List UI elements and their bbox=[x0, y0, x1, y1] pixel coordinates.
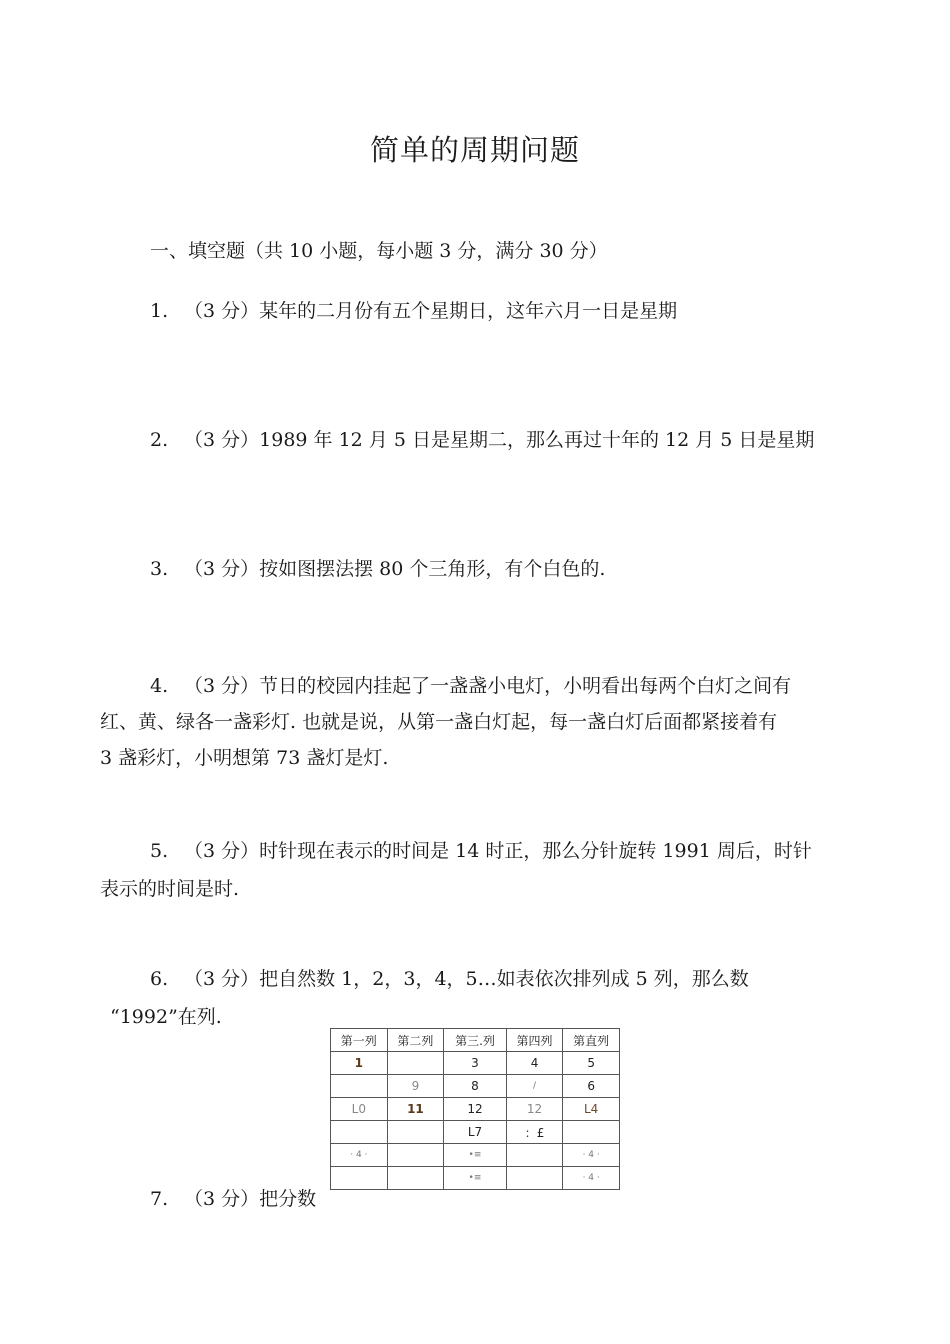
table-cell: 4 bbox=[506, 1052, 563, 1075]
table-cell: •≡ bbox=[444, 1167, 506, 1190]
question-score: （3 分） bbox=[184, 675, 260, 697]
table-cell: 9 bbox=[387, 1075, 444, 1098]
question-number: 2. bbox=[150, 429, 169, 451]
question-3 bbox=[150, 552, 605, 586]
question-2 bbox=[150, 423, 814, 457]
table-cell: 12 bbox=[444, 1098, 506, 1121]
question-text: 把分数 bbox=[259, 1188, 317, 1210]
table-cell: ：£ bbox=[506, 1121, 563, 1144]
table-cell: •≡ bbox=[444, 1144, 506, 1167]
question-score: （3 分） bbox=[184, 840, 260, 862]
table-row bbox=[331, 1144, 620, 1167]
question-number: 1. bbox=[150, 300, 169, 322]
table-cell: 6 bbox=[563, 1075, 620, 1098]
question-4 bbox=[100, 668, 791, 776]
table-cell bbox=[387, 1144, 444, 1167]
question-number: 7. bbox=[150, 1188, 169, 1210]
table-header-row bbox=[331, 1029, 620, 1052]
question-7 bbox=[150, 1182, 316, 1216]
question-number: 4. bbox=[150, 675, 169, 697]
question-score: （3 分） bbox=[184, 968, 260, 990]
table-row bbox=[331, 1167, 620, 1190]
table-cell: / bbox=[506, 1075, 563, 1098]
table-header-cell: 第一列 bbox=[331, 1029, 388, 1052]
table-cell: 12 bbox=[506, 1098, 563, 1121]
table-cell bbox=[331, 1121, 388, 1144]
table-header-cell: 第三.列 bbox=[444, 1029, 506, 1052]
question-6 bbox=[100, 960, 749, 1036]
table-row bbox=[331, 1121, 620, 1144]
table-header-cell: 第二列 bbox=[387, 1029, 444, 1052]
table-row bbox=[331, 1052, 620, 1075]
question-number: 5. bbox=[150, 840, 169, 862]
table-cell bbox=[331, 1075, 388, 1098]
table-cell bbox=[563, 1121, 620, 1144]
table-cell: 8 bbox=[444, 1075, 506, 1098]
table-header-cell: 第四列 bbox=[506, 1029, 563, 1052]
table-cell: 11 bbox=[387, 1098, 444, 1121]
table-cell: · 4 · bbox=[331, 1144, 388, 1167]
question-score: （3 分） bbox=[184, 558, 260, 580]
table-cell bbox=[331, 1167, 388, 1190]
question-1 bbox=[150, 294, 677, 328]
table-cell bbox=[506, 1167, 563, 1190]
question-text: 某年的二月份有五个星期日，这年六月一日是星期 bbox=[259, 300, 678, 322]
question-5 bbox=[100, 832, 812, 908]
table-header-cell: 第直列 bbox=[563, 1029, 620, 1052]
table-cell bbox=[387, 1167, 444, 1190]
question-text: 节日的校园内挂起了一盏盏小电灯，小明看出每两个白灯之间有 bbox=[259, 675, 792, 697]
question-score: （3 分） bbox=[184, 1188, 260, 1210]
question-text: 3 盏彩灯，小明想第 73 盏灯是灯. bbox=[100, 747, 389, 769]
table-cell: · 4 · bbox=[563, 1144, 620, 1167]
table-cell: L7 bbox=[444, 1121, 506, 1144]
question-text: “1992”在列. bbox=[110, 1006, 222, 1028]
table-cell: · 4 · bbox=[563, 1167, 620, 1190]
table-cell: 3 bbox=[444, 1052, 506, 1075]
table-cell: 5 bbox=[563, 1052, 620, 1075]
question-text: 时针现在表示的时间是 14 时正，那么分针旋转 1991 周后，时针 bbox=[259, 840, 812, 862]
table-cell: L4 bbox=[563, 1098, 620, 1121]
table-row bbox=[331, 1075, 620, 1098]
question-text: 表示的时间是时. bbox=[100, 878, 240, 900]
table-cell bbox=[506, 1144, 563, 1167]
section-heading: 一、填空题（共 10 小题，每小题 3 分，满分 30 分） bbox=[150, 240, 608, 262]
table-cell bbox=[387, 1121, 444, 1144]
page-title: 简单的周期问题 bbox=[369, 133, 580, 167]
table-cell: 1 bbox=[331, 1052, 388, 1075]
question-text: 把自然数 1，2，3，4，5…如表依次排列成 5 列，那么数 bbox=[259, 968, 749, 990]
table-cell bbox=[387, 1052, 444, 1075]
question-number: 6. bbox=[150, 968, 169, 990]
number-arrangement-table bbox=[330, 1028, 620, 1190]
question-number: 3. bbox=[150, 558, 169, 580]
question-text: 红、黄、绿各一盏彩灯. 也就是说，从第一盏白灯起，每一盏白灯后面都紧接着有 bbox=[100, 711, 778, 733]
table-cell: L0 bbox=[331, 1098, 388, 1121]
question-score: （3 分） bbox=[184, 429, 260, 451]
question-text: 按如图摆法摆 80 个三角形，有个白色的. bbox=[259, 558, 606, 580]
question-score: （3 分） bbox=[184, 300, 260, 322]
question-text: 1989 年 12 月 5 日是星期二，那么再过十年的 12 月 5 日是星期 bbox=[259, 429, 815, 451]
table-row bbox=[331, 1098, 620, 1121]
